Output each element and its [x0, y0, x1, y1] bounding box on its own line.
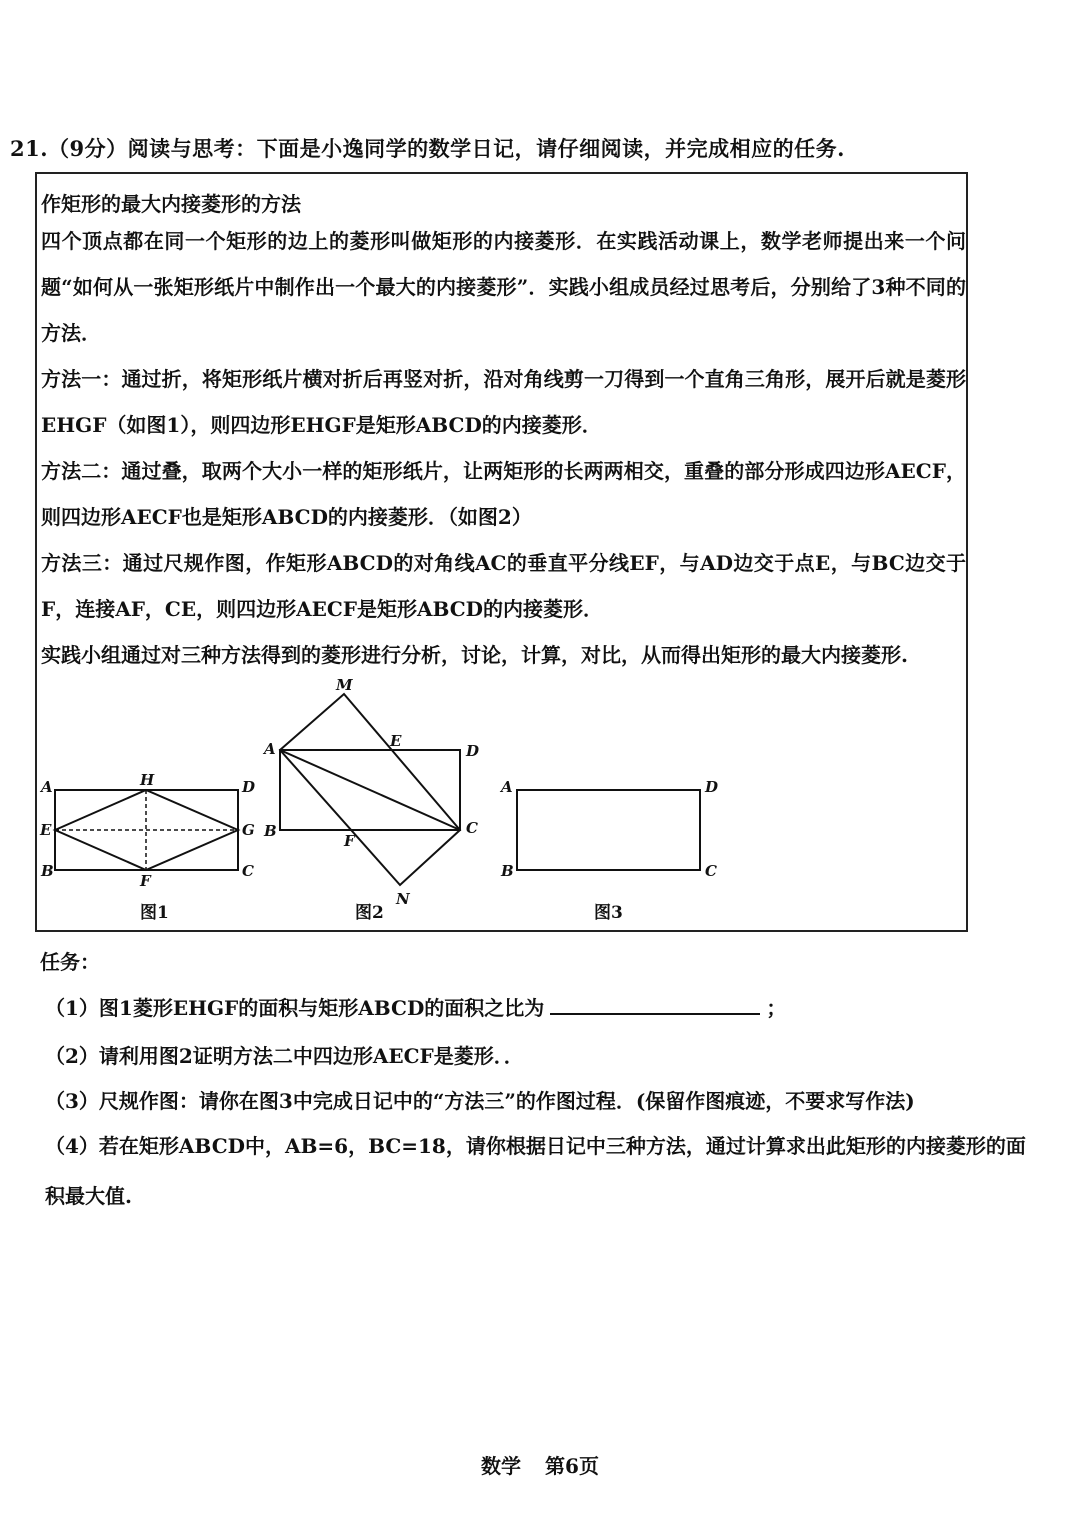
method-two-text: 方法二：通过叠，取两个大小一样的矩形纸片，让两矩形的长两两相交，重叠的部分形成四边形AECF，则四边形AECF也是矩形ABCD的内接菱形．（如图2）: [41, 459, 966, 529]
diary-heading: 作矩形的最大内接菱形的方法: [41, 192, 301, 216]
figure-2: [262, 676, 492, 910]
label-d: D: [242, 778, 256, 796]
task-4-line-2: 积最大值.: [45, 1184, 132, 1208]
label-e: E: [40, 821, 52, 839]
footer-subject: 数学: [481, 1454, 522, 1478]
label-m: M: [336, 676, 353, 694]
figure-3: [497, 770, 727, 890]
rectangle-abcd: [517, 790, 700, 870]
figure-3-drawing: [497, 770, 727, 890]
question-title: 21.（9分）阅读与思考：下面是小逸同学的数学日记，请仔细阅读，并完成相应的任务.: [10, 136, 845, 161]
label-n: N: [396, 890, 410, 908]
method-one-text: 方法一：通过折，将矩形纸片横对折后再竖对折，沿对角线剪一刀得到一个直角三角形，展开后就是菱形EHGF（如图1），则四边形EHGF是矩形ABCD的内接菱形．: [41, 367, 966, 437]
diagonal-ac: [280, 750, 460, 830]
footer-page-number: 第6页: [545, 1454, 599, 1478]
label-d: D: [705, 778, 719, 796]
method-three-text: 方法三：通过尺规作图，作矩形ABCD的对角线AC的垂直平分线EF，与AD边交于点E，与BC边交于F，连接AF，CE，则四边形AECF是矩形ABCD的内接菱形．: [41, 551, 966, 621]
task-3: （3）尺规作图：请你在图3中完成日记中的“方法三”的作图过程．(保留作图痕迹，不要求写作法): [45, 1089, 915, 1113]
figure-3-caption: 图3: [594, 903, 623, 923]
task-1-answer-blank[interactable]: [550, 993, 760, 1015]
diary-intro: 四个顶点都在同一个矩形的边上的菱形叫做矩形的内接菱形．在实践活动课上，数学老师提出来一个问题“如何从一张矩形纸片中制作出一个最大的内接菱形”．实践小组成员经过思考后，分别给了3种不同的方法．: [41, 229, 966, 345]
label-e: E: [390, 732, 402, 750]
label-c: C: [242, 862, 254, 880]
label-a: A: [264, 740, 276, 758]
label-b: B: [41, 862, 54, 880]
tasks-label: 任务：: [40, 950, 100, 974]
task-4-line-1: （4）若在矩形ABCD中，AB=6，BC=18，请你根据日记中三种方法，通过计算求出此矩形的内接菱形的面: [45, 1134, 1026, 1158]
label-c: C: [705, 862, 717, 880]
label-b: B: [264, 822, 277, 840]
task-1: [45, 992, 1035, 1021]
label-f: F: [140, 872, 151, 890]
diary-conclusion: 实践小组通过对三种方法得到的菱形进行分析，讨论，计算，对比，从而得出矩形的最大内接菱形.: [41, 643, 908, 667]
label-f: F: [344, 832, 355, 850]
figure-1: [38, 770, 258, 890]
figure-2-caption: 图2: [355, 903, 384, 923]
task-1-text: （1）图1菱形EHGF的面积与矩形ABCD的面积之比为: [45, 996, 545, 1020]
figure-2-drawing: [262, 676, 492, 910]
label-h: H: [140, 771, 155, 789]
task-1-end: ；: [766, 996, 787, 1020]
label-g: G: [242, 821, 255, 839]
page-footer: [0, 1450, 1080, 1479]
label-d: D: [466, 742, 480, 760]
figure-1-caption: 图1: [140, 903, 169, 923]
label-b: B: [501, 862, 514, 880]
label-a: A: [501, 778, 513, 796]
label-a: A: [41, 778, 53, 796]
task-2: （2）请利用图2证明方法二中四边形AECF是菱形．．: [45, 1044, 524, 1068]
label-c: C: [466, 819, 478, 837]
figure-1-drawing: [38, 770, 258, 890]
